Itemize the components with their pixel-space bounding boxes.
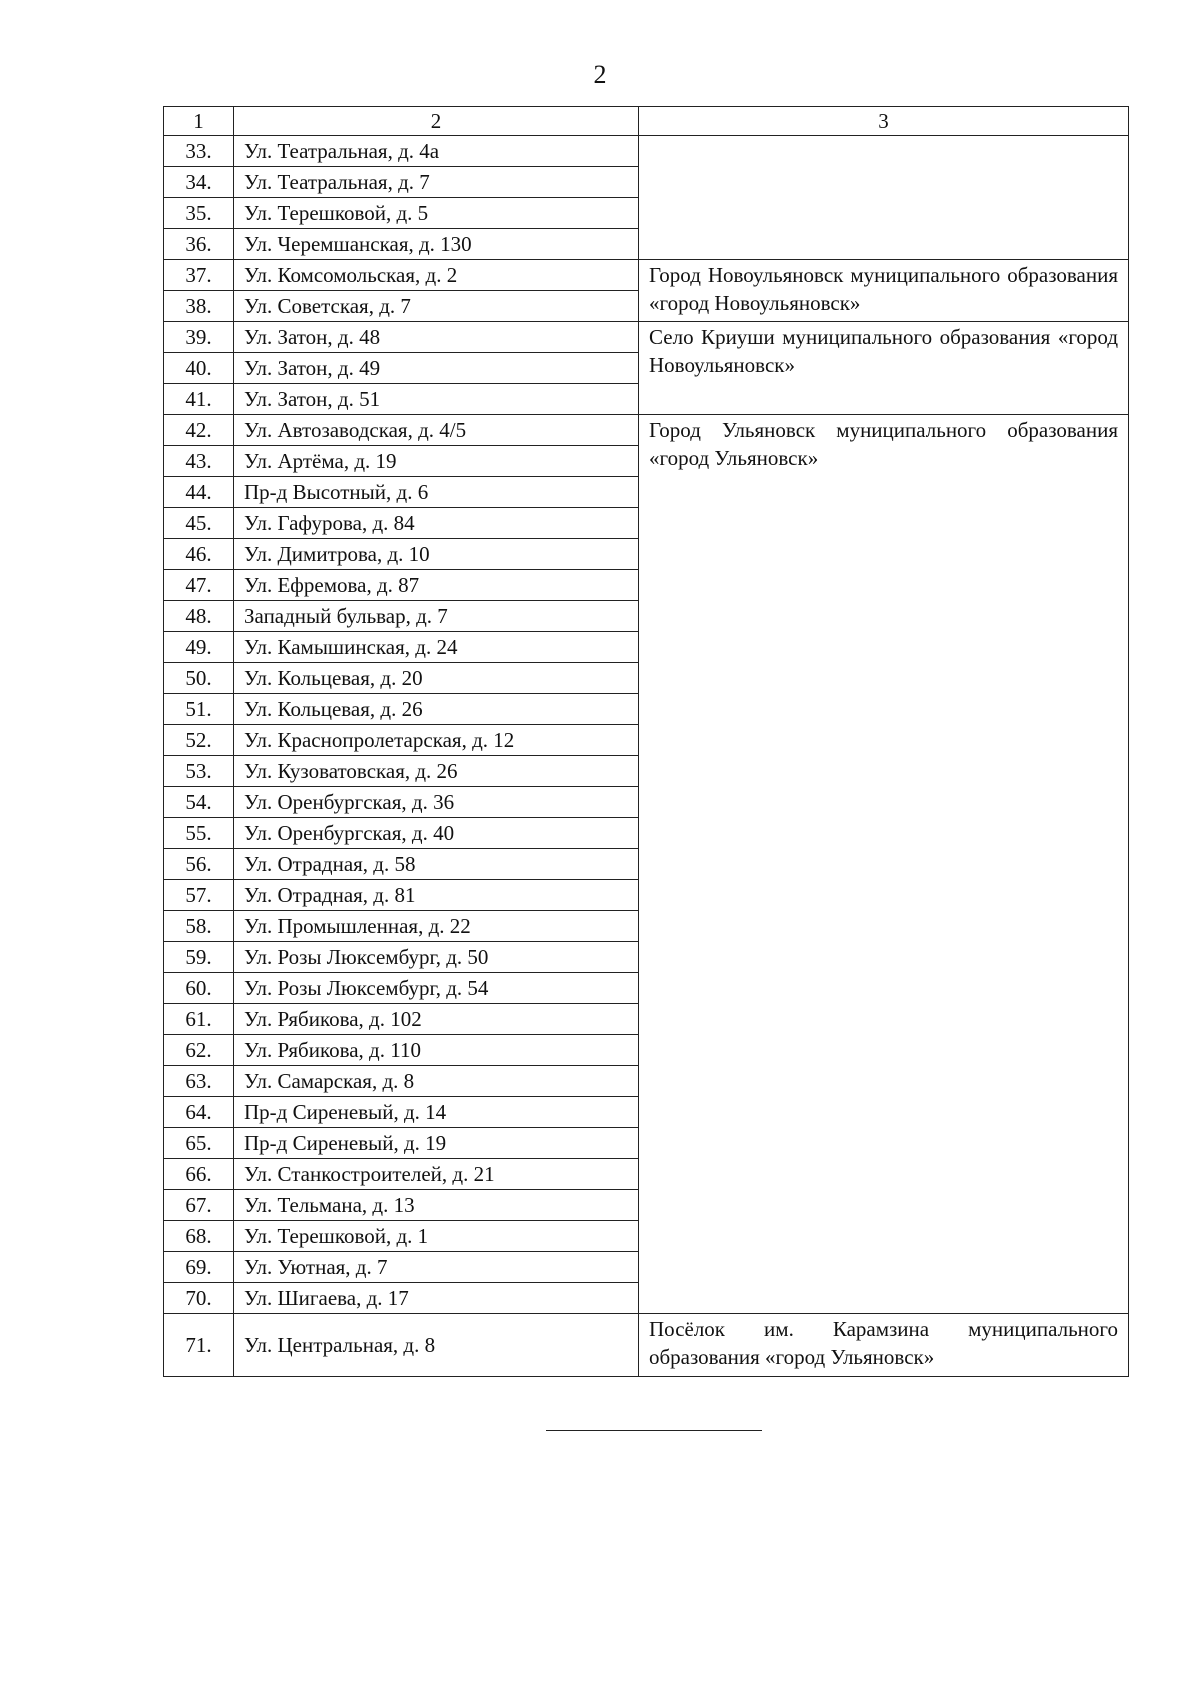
- locality-cell: Посёлок им. Карамзина муниципального образования «город Ульяновск»: [639, 1314, 1129, 1376]
- row-address: Ул. Оренбургская, д. 36: [234, 787, 639, 818]
- row-address: Ул. Димитрова, д. 10: [234, 539, 639, 570]
- row-address: Пр-д Сиреневый, д. 19: [234, 1128, 639, 1159]
- row-number: 54.: [164, 787, 234, 818]
- row-address: Ул. Кольцевая, д. 20: [234, 663, 639, 694]
- row-number: 39.: [164, 322, 234, 353]
- column-header-number: 1: [164, 107, 234, 136]
- row-address: Ул. Уютная, д. 7: [234, 1252, 639, 1283]
- row-number: 43.: [164, 446, 234, 477]
- row-number: 67.: [164, 1190, 234, 1221]
- locality-cell: Село Криуши муниципального образования «город Новоульяновск»: [639, 322, 1129, 415]
- row-address: Ул. Гафурова, д. 84: [234, 508, 639, 539]
- row-number: 53.: [164, 756, 234, 787]
- row-address: Ул. Терешковой, д. 5: [234, 198, 639, 229]
- row-address: Ул. Розы Люксембург, д. 54: [234, 973, 639, 1004]
- table-row: [164, 322, 1129, 353]
- row-number: 71.: [164, 1314, 234, 1376]
- locality-cell: Город Новоульяновск муниципального образования «город Новоульяновск»: [639, 260, 1129, 322]
- row-number: 36.: [164, 229, 234, 260]
- locality-cell: Город Ульяновск муниципального образования «город Ульяновск»: [639, 415, 1129, 1314]
- row-number: 35.: [164, 198, 234, 229]
- row-number: 56.: [164, 849, 234, 880]
- row-number: 50.: [164, 663, 234, 694]
- row-address: Ул. Комсомольская, д. 2: [234, 260, 639, 291]
- row-number: 33.: [164, 136, 234, 167]
- table-row: [164, 260, 1129, 291]
- row-number: 69.: [164, 1252, 234, 1283]
- row-address: Ул. Черемшанская, д. 130: [234, 229, 639, 260]
- row-number: 61.: [164, 1004, 234, 1035]
- row-number: 37.: [164, 260, 234, 291]
- row-address: Ул. Самарская, д. 8: [234, 1066, 639, 1097]
- row-number: 40.: [164, 353, 234, 384]
- row-number: 55.: [164, 818, 234, 849]
- row-address: Ул. Театральная, д. 4а: [234, 136, 639, 167]
- row-address: Ул. Автозаводская, д. 4/5: [234, 415, 639, 446]
- row-address: Ул. Терешковой, д. 1: [234, 1221, 639, 1252]
- row-address: Ул. Розы Люксембург, д. 50: [234, 942, 639, 973]
- row-number: 60.: [164, 973, 234, 1004]
- row-address: Ул. Артёма, д. 19: [234, 446, 639, 477]
- row-address: Ул. Отрадная, д. 81: [234, 880, 639, 911]
- locality-cell: [639, 136, 1129, 260]
- row-number: 62.: [164, 1035, 234, 1066]
- row-number: 45.: [164, 508, 234, 539]
- table-body: [164, 136, 1129, 1377]
- row-number: 49.: [164, 632, 234, 663]
- row-address: Пр-д Сиреневый, д. 14: [234, 1097, 639, 1128]
- row-number: 51.: [164, 694, 234, 725]
- row-number: 68.: [164, 1221, 234, 1252]
- row-address: Ул. Затон, д. 49: [234, 353, 639, 384]
- column-header-address: 2: [234, 107, 639, 136]
- row-address: Ул. Краснопролетарская, д. 12: [234, 725, 639, 756]
- address-table: [163, 106, 1129, 1377]
- table-row: [164, 136, 1129, 167]
- row-address: Ул. Затон, д. 48: [234, 322, 639, 353]
- row-address: Ул. Ефремова, д. 87: [234, 570, 639, 601]
- row-number: 65.: [164, 1128, 234, 1159]
- row-address: Ул. Рябикова, д. 110: [234, 1035, 639, 1066]
- row-number: 58.: [164, 911, 234, 942]
- row-address: Ул. Шигаева, д. 17: [234, 1283, 639, 1314]
- row-number: 46.: [164, 539, 234, 570]
- row-address: Ул. Театральная, д. 7: [234, 167, 639, 198]
- row-address: Ул. Тельмана, д. 13: [234, 1190, 639, 1221]
- row-number: 34.: [164, 167, 234, 198]
- table-row: [164, 415, 1129, 446]
- row-number: 63.: [164, 1066, 234, 1097]
- table-header-row: [164, 107, 1129, 136]
- row-address: Ул. Затон, д. 51: [234, 384, 639, 415]
- row-number: 64.: [164, 1097, 234, 1128]
- row-number: 70.: [164, 1283, 234, 1314]
- row-number: 44.: [164, 477, 234, 508]
- table-row: [164, 1314, 1129, 1376]
- row-number: 47.: [164, 570, 234, 601]
- row-address: Ул. Кузоватовская, д. 26: [234, 756, 639, 787]
- row-address: Ул. Станкостроителей, д. 21: [234, 1159, 639, 1190]
- row-number: 59.: [164, 942, 234, 973]
- row-address: Ул. Оренбургская, д. 40: [234, 818, 639, 849]
- row-number: 66.: [164, 1159, 234, 1190]
- row-address: Ул. Рябикова, д. 102: [234, 1004, 639, 1035]
- row-number: 41.: [164, 384, 234, 415]
- row-address: Ул. Камышинская, д. 24: [234, 632, 639, 663]
- row-address: Ул. Советская, д. 7: [234, 291, 639, 322]
- row-address: Пр-д Высотный, д. 6: [234, 477, 639, 508]
- page-number: 2: [593, 60, 607, 89]
- row-number: 52.: [164, 725, 234, 756]
- column-header-locality: 3: [639, 107, 1129, 136]
- row-address: Ул. Кольцевая, д. 26: [234, 694, 639, 725]
- row-number: 57.: [164, 880, 234, 911]
- row-number: 42.: [164, 415, 234, 446]
- end-of-document-rule: [546, 1430, 762, 1431]
- row-address: Ул. Промышленная, д. 22: [234, 911, 639, 942]
- row-number: 48.: [164, 601, 234, 632]
- row-address: Ул. Центральная, д. 8: [234, 1314, 639, 1376]
- row-number: 38.: [164, 291, 234, 322]
- row-address: Ул. Отрадная, д. 58: [234, 849, 639, 880]
- row-address: Западный бульвар, д. 7: [234, 601, 639, 632]
